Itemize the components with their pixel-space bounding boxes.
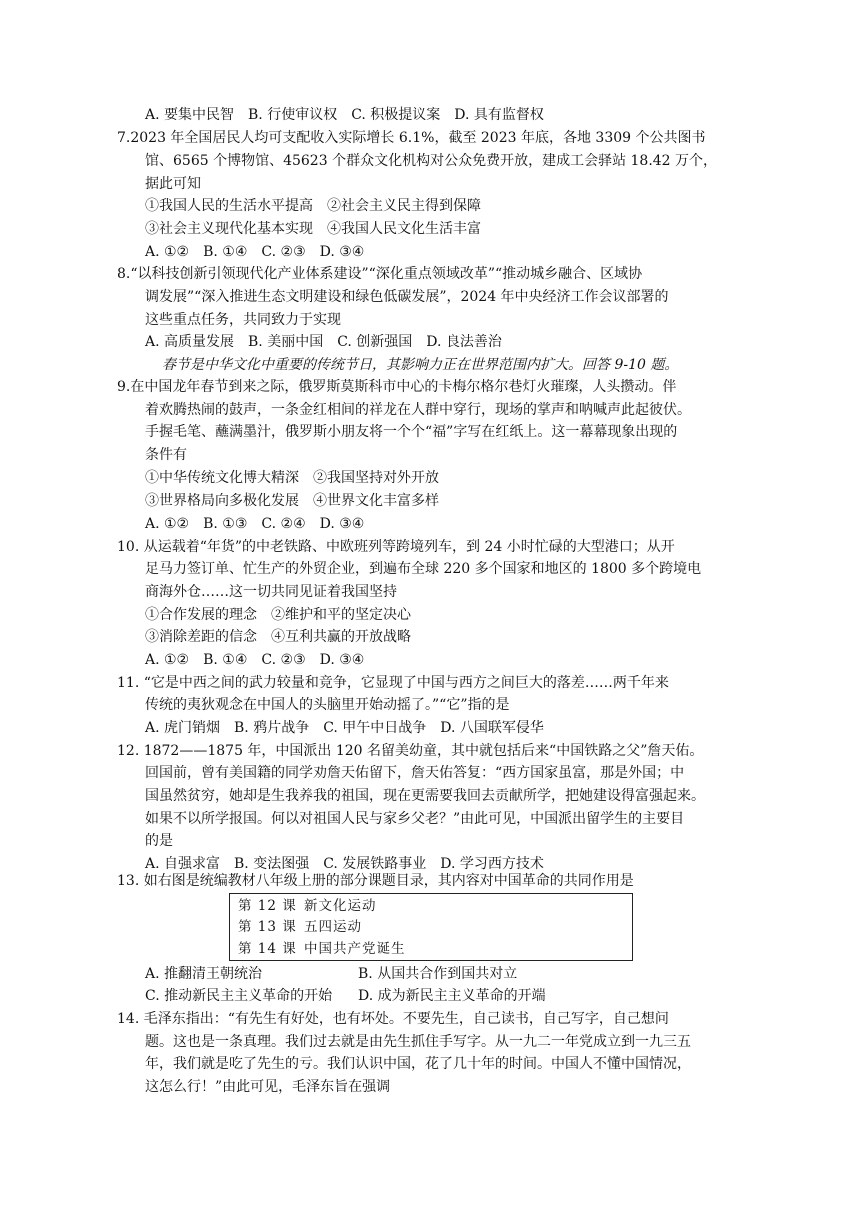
q10-choice-item: ①合作发展的理念 ②维护和平的坚定决心: [145, 607, 411, 623]
q10-stem-line: 足马力签订单、忙生产的外贸企业，到遍布全球 220 多个国家和地区的 1800 多个跨境电: [145, 561, 702, 577]
q10-stem-line: 商海外仓……这一切共同见证着我国坚持: [145, 584, 397, 600]
q9-choice-item: ①中华传统文化博大精深 ②我国坚持对外开放: [145, 470, 439, 486]
q12-stem-line: 如果不以所学报国。何以对祖国人民与家乡父老？”由此可见，中国派出留学生的主要目: [145, 811, 685, 827]
q9-stem-line: 着欢腾热闹的鼓声，一条金红相间的祥龙在人群中穿行，现场的掌声和呐喊声此起彼伏。: [145, 402, 691, 418]
toc-lesson-title: 新文化运动: [304, 898, 377, 914]
q11-options: A. 虎门销烟 B. 鸦片战争 C. 甲午中日战争 D. 八国联军侵华: [145, 720, 544, 736]
lesson-toc-box: [229, 893, 633, 961]
q13-option-d: D. 成为新民主主义革命的开端: [358, 988, 546, 1004]
toc-row: [238, 916, 362, 939]
q9-stem-line: 条件有: [145, 447, 187, 463]
q12-stem-line: 国虽然贫穷，她却是生我养我的祖国，现在更需要我回去贡献所学，把她建设得富强起来。: [145, 788, 705, 804]
q14-stem-line: 14. 毛泽东指出：“有先生有好处，也有坏处。不要先生，自己读书，自己写字，自己想问: [117, 1011, 669, 1027]
q10-stem-line: 10. 从运载着“年货”的中老铁路、中欧班列等跨境列车，到 24 小时忙碌的大型港口；从开: [117, 539, 675, 555]
q12-options: A. 自强求富 B. 变法图强 C. 发展铁路事业 D. 学习西方技术: [145, 856, 544, 872]
q13-stem: 13. 如右图是统编教材八年级上册的部分课题目录，其内容对中国革命的共同作用是: [117, 873, 634, 889]
toc-lesson-title: 五四运动: [304, 919, 362, 935]
q9-stem-line: 9.在中国龙年春节到来之际，俄罗斯莫斯科市中心的卡梅尔格尔巷灯火璀璨，人头攒动。伴: [117, 379, 677, 395]
toc-row: [238, 938, 406, 961]
q14-stem-line: 这怎么行！”由此可见，毛泽东旨在强调: [145, 1079, 391, 1095]
q14-stem-line: 题。这也是一条真理。我们过去就是由先生抓住手写字。从一九二一年党成立到一九三五: [145, 1034, 691, 1050]
q11-stem-line: 11. “它是中西之间的武力较量和竞争，它显现了中国与西方之间巨大的落差……两千年来: [117, 675, 669, 691]
q9-choice-item: ③世界格局向多极化发展 ④世界文化丰富多样: [145, 493, 439, 509]
toc-lesson-number: 第 12 课: [238, 898, 297, 914]
q12-stem-line: 12. 1872——1875 年，中国派出 120 名留美幼童，其中就包括后来“中国铁路之父”詹天佑。: [117, 743, 704, 759]
q9-stem-line: 手握毛笔、蘸满墨汁，俄罗斯小朋友将一个个“福”字写在红纸上。这一幕幕现象出现的: [145, 424, 678, 440]
q11-stem-line: 传统的夷狄观念在中国人的头脑里开始动摇了。”“它”指的是: [145, 697, 510, 713]
toc-row: [238, 895, 377, 918]
q13-option-a: A. 推翻清王朝统治: [145, 966, 263, 982]
q8-stem-line: 调发展”“深入推进生态文明建设和绿色低碳发展”，2024 年中央经济工作会议部署的: [145, 289, 669, 305]
toc-lesson-title: 中国共产党诞生: [304, 941, 406, 957]
q14-stem-line: 年，我们就是吃了先生的亏。我们认识中国，花了几十年的时间。中国人不懂中国情况，: [145, 1056, 691, 1072]
q12-stem-line: 回国前，曾有美国籍的同学劝詹天佑留下，詹天佑答复：“西方国家虽富，那是外国；中: [145, 765, 685, 781]
q7-stem-line: 馆、6565 个博物馆、45623 个群众文化机构对公众免费开放，建成工会驿站 18.42 万个，: [145, 153, 718, 169]
toc-lesson-number: 第 13 课: [238, 919, 297, 935]
q8-options: A. 高质量发展 B. 美丽中国 C. 创新强国 D. 良法善治: [145, 334, 502, 350]
q9-options: A. ①② B. ①③ C. ②④ D. ③④: [145, 516, 365, 532]
q6-options: A. 要集中民智 B. 行使审议权 C. 积极提议案 D. 具有监督权: [145, 107, 544, 123]
q10-options: A. ①② B. ①④ C. ②③ D. ③④: [145, 652, 365, 668]
q7-choice-item: ①我国人民的生活水平提高 ②社会主义民主得到保障: [145, 198, 481, 214]
q8-stem-line: 8.“以科技创新引领现代化产业体系建设”“深化重点领域改革”“推动城乡融合、区域协: [117, 266, 643, 282]
q7-options: A. ①② B. ①④ C. ②③ D. ③④: [145, 244, 365, 260]
section-intro: 春节是中华文化中重要的传统节日，其影响力正在世界范围内扩大。回答 9-10 题。: [162, 357, 679, 373]
q12-stem-line: 的是: [145, 833, 173, 849]
q13-option-b: B. 从国共合作到国共对立: [358, 966, 518, 982]
q7-stem-line: 据此可知: [145, 176, 201, 192]
q8-stem-line: 这些重点任务，共同致力于实现: [145, 312, 341, 328]
q7-choice-item: ③社会主义现代化基本实现 ④我国人民文化生活丰富: [145, 221, 481, 237]
q10-choice-item: ③消除差距的信念 ④互利共赢的开放战略: [145, 629, 411, 645]
q13-option-c: C. 推动新民主主义革命的开始: [145, 988, 333, 1004]
q7-stem-line: 7.2023 年全国居民人均可支配收入实际增长 6.1%，截至 2023 年底，各地 3309 个公共图书: [117, 130, 706, 146]
toc-lesson-number: 第 14 课: [238, 941, 297, 957]
